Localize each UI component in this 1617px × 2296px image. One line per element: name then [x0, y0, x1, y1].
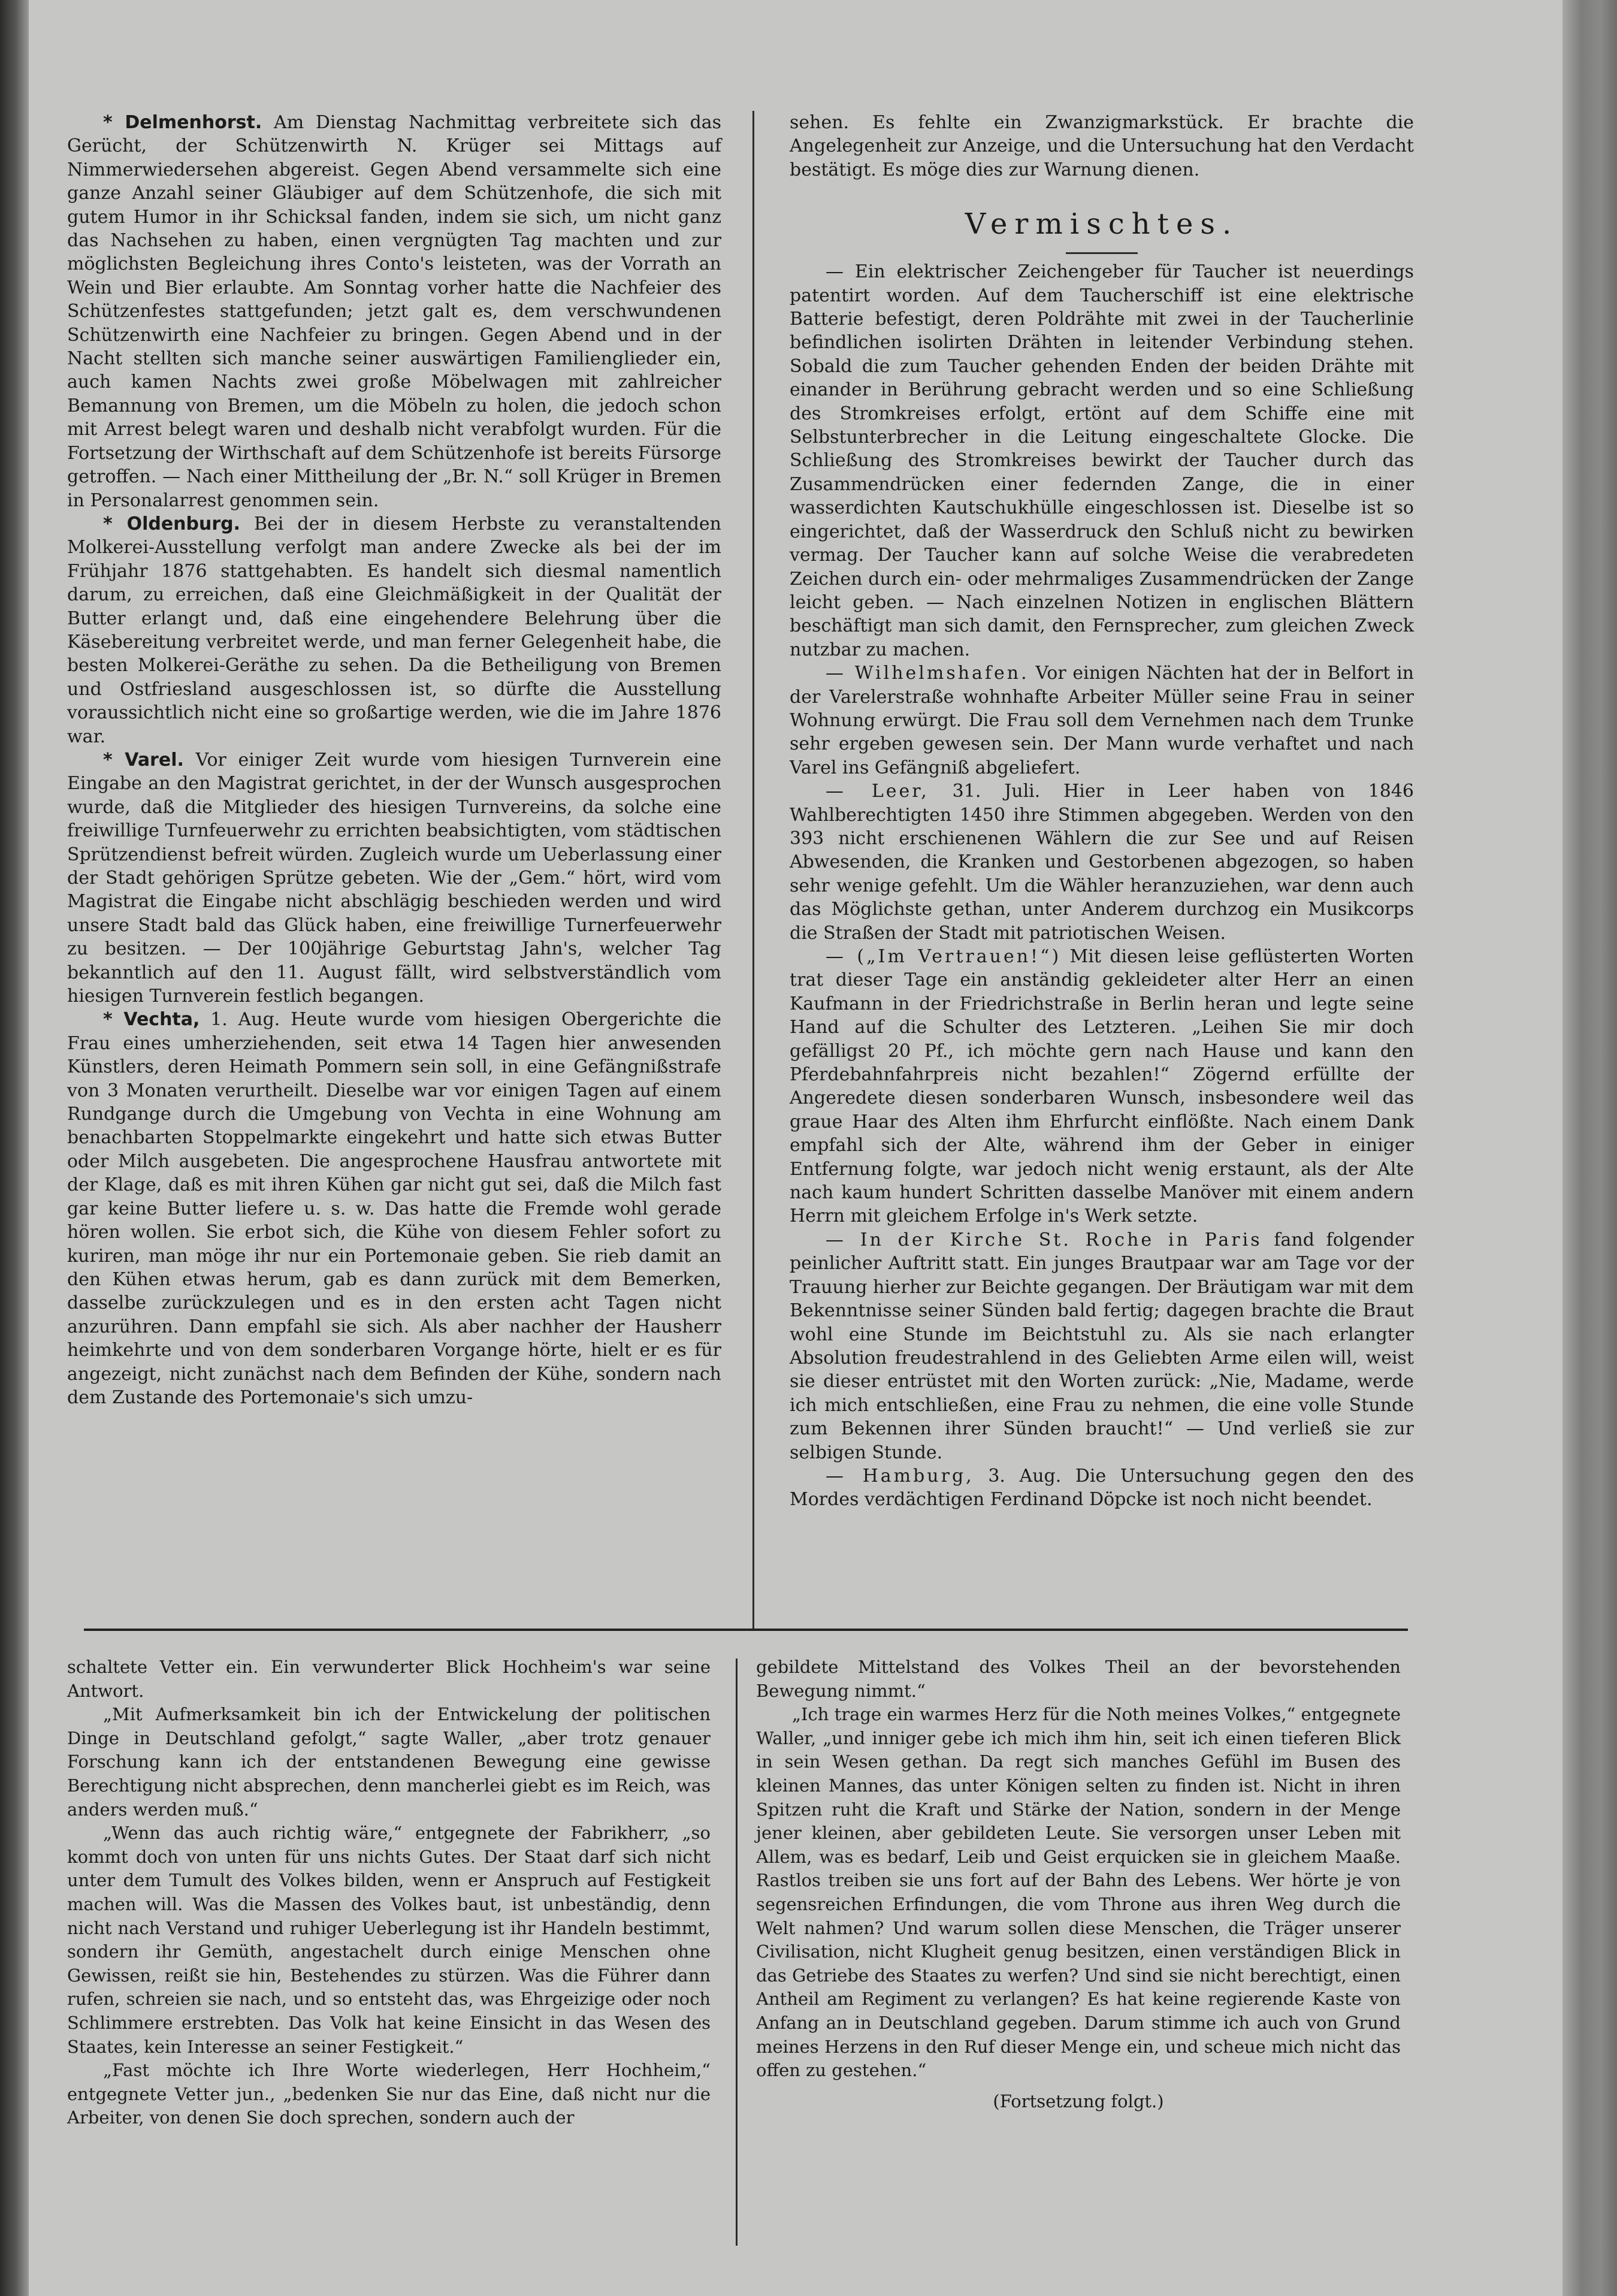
article-body: 3. Aug. Die Untersuchung gegen den des Mordes verdächtigen Ferdinand Döpcke ist noch nicht beendet.: [790, 1465, 1414, 1510]
column-divider: [752, 111, 754, 1630]
article-body: 31. Juli. Hier in Leer haben von 1846 Wahlberechtigten 1450 ihre Stimmen abgegeben. Werden von den 393 nicht erschienenen Wählern die zur See und auf Reisen Abwesenden, die Kranken und Gestorbenen abgezogen, so haben sehr wenige gefehlt. Um die Wähler heranzuziehen, war denn auch das Möglichste gethan, unter Anderem durchzog ein Musikcorps die Straßen der Stadt mit patriotischen Weisen.: [790, 781, 1414, 944]
article-body: fand folgender peinlicher Auftritt statt. Ein junges Brautpaar war am Tage vor der Trauung hierher zur Beichte gegangen. Der Bräutigam war mit dem Bekenntnisse seiner Sünden bald fertig; dagegen brachte die Braut wohl eine Stunde im Beichtstuhl zu. Als sie nach erlangter Absolution freudestrahlend in des Geliebten Arme eilen will, weist sie dieser entrüstet mit den Worten zurück: „Nie, Madame, werde ich mich entschließen, eine Frau zu nehmen, die eine volle Stunde zum Bekennen ihrer Sünden braucht!“ — Und verließ sie zur selbigen Stunde.: [790, 1229, 1414, 1463]
feuilleton-separator-rule: [84, 1629, 1408, 1631]
article-dateline: * Delmenhorst.: [103, 112, 262, 133]
feuilleton-left-column: [67, 1655, 711, 2130]
section-heading: Vermischtes.: [965, 207, 1239, 241]
story-paragraph: „Wenn das auch richtig wäre,“ entgegnete der Fabrikherr, „so kommt doch von unten für uns nichts Gutes. Der Staat darf sich nicht unter dem Tumult des Volkes bilden, wenn er Anspruch auf Festigkeit machen will. Was die Massen des Volkes baut, ist unbeständig, denn nicht nach Verstand und ruhiger Ueberlegung ist ihr Handeln bestimmt, sondern ihr Gemüth, angestachelt durch einige Menschen ohne Gewissen, reißt sie hin, Bestehendes zu stürzen. Was die Führer dann rufen, schreien sie nach, und so entsteht das, was Ehrgeizige oder noch Schlimmere erstrebten. Das Volk hat keine Einsicht in das Wesen des Staates, kein Interesse an seiner Festigkeit.“: [67, 1823, 711, 2057]
page-stack-edge: [1562, 0, 1617, 2296]
article-dateline: — Hamburg,: [826, 1465, 974, 1487]
article-dateline: — Wilhelmshafen.: [826, 663, 1029, 684]
story-paragraph: gebildete Mittelstand des Volkes Theil an der bevorstehenden Bewegung nimmt.“: [756, 1657, 1401, 1701]
local-news-column: [67, 111, 721, 1409]
article-item: [790, 661, 1414, 780]
article-dateline: * Oldenburg.: [103, 513, 241, 534]
article-body: Am Dienstag Nachmittag verbreitete sich das Gerücht, der Schützenwirth N. Krüger sei Mittags auf Nimmerwiedersehen abgereist. Gegen Abend versammelte sich eine ganze Anzahl seiner Gläubiger auf dem Schützenhofe, die sich mit gutem Humor in ihr Schicksal fanden, indem sie sich, um nicht ganz das Nachsehen zu haben, einen vergnügten Tag machten und zur möglichsten Begleichung ihres Conto's leisteten, was der Vorrath an Wein und Bier erlaubte. Am Sonntag vorher hatte die Nachfeier des Schützenfestes stattgefunden; jetzt galt es, dem verschwundenen Schützenwirth eine Nachfeier zu bringen. Gegen Abend und in der Nacht stellten sich manche seiner auswärtigen Familienglieder ein, auch kamen Nachts zwei große Möbelwagen mit zahlreicher Bemannung von Bremen, um die Möbeln zu holen, die jedoch schon mit Arrest belegt waren und deshalb nicht verabfolgt wurden. Für die Fortsetzung der Wirthschaft auf dem Schützenhofe ist bereits Fürsorge getroffen. — Nach einer Mittheilung der „Br. N.“ soll Krüger in Bremen in Personalarrest genommen sein.: [67, 112, 721, 511]
article-vechta: [67, 1008, 721, 1409]
article-dateline: — Leer,: [826, 781, 929, 802]
article-item: [790, 780, 1414, 945]
article-item: [790, 945, 1414, 1228]
article-dateline: * Vechta,: [103, 1009, 200, 1031]
article-dateline: — In der Kirche St. Roche in Paris: [826, 1229, 1262, 1250]
heading-rule: [1066, 252, 1138, 254]
continuation-note: (Fortsetzung folgt.): [993, 2090, 1164, 2111]
article-varel: [67, 748, 721, 1008]
article-body: — Ein elektrischer Zeichengeber für Taucher ist neuerdings patentirt worden. Auf dem Taucherschiff ist eine elektrische Batterie befestigt, deren Poldrähte mit zwei in der Taucherlinie befindlichen isolirten Drähten in leitender Verbindung stehen. Sobald die zum Taucher gehenden Enden der beiden Drähte mit einander in Berührung gebracht werden und so eine Schließung des Stromkreises erfolgt, ertönt auf dem Schiffe eine mit Selbstunterbrecher in die Leitung eingeschaltete Glocke. Die Schließung des Stromkreises bewirkt der Taucher durch das Zusammendrücken einer federnden Zange, die in einer wasserdichten Kautschukhülle eingeschlossen ist. Dieselbe ist so eingerichtet, daß der Wasserdruck den Schluß nicht zu bewirken vermag. Der Taucher kann auf solche Weise die verabredeten Zeichen durch ein- oder mehrmaliges Zusammendrücken der Zange leicht geben. — Nach einzelnen Notizen in englischen Blättern beschäftigt man sich damit, den Fernsprecher, zum gleichen Zweck nutzbar zu machen.: [790, 261, 1414, 660]
article-dateline: — („Im Vertrauen!“): [826, 946, 1062, 967]
feuilleton-column-divider: [736, 1658, 738, 2246]
story-paragraph: schaltete Vetter ein. Ein verwunderter Blick Hochheim's war seine Antwort.: [67, 1657, 711, 1701]
article-body: 1. Aug. Heute wurde vom hiesigen Obergerichte die Frau eines umherziehenden, seit etwa 14 Tagen hier anwesenden Künstlers, deren Heimath Pommern sein soll, in eine Gefängnißstrafe von 3 Monaten verurtheilt. Dieselbe war vor einigen Tagen auf einem Rundgange durch die Umgebung von Vechta in eine Wohnung am benachbarten Stoppelmarkte eingekehrt und hatte sich etwas Butter oder Milch ausgebeten. Die angesprochene Hausfrau antwortete mit der Klage, daß es mit ihren Kühen gar nicht gut sei, daß die Milch fast gar keine Butter liefere u. s. w. Das hatte die Fremde wohl gerade hören wollen. Sie erbot sich, die Kühe von diesem Fehler sofort zu kuriren, man möge ihr nur ein Portemonaie geben. Sie rieb damit an den Kühen etwas herum, gab es dann zurück mit dem Bemerken, dasselbe zurückzulegen und es in den ersten acht Tagen nicht anzurühren. Dann empfahl sie sich. Als aber nachher der Hausherr heimkehrte und von dem sonderbaren Vorgange hörte, hielt er es für angezeigt, nicht zunächst nach dem Befinden der Kühe, sondern nach dem Zustande des Portemonaie's sich umzu-: [67, 1009, 721, 1408]
story-paragraph: „Fast möchte ich Ihre Worte wiederlegen, Herr Hochheim,“ entgegnete Vetter jun., „bedenken Sie nur das Eine, daß nicht nur die Arbeiter, von denen Sie doch sprechen, sondern auch der: [67, 2060, 711, 2128]
article-item: [790, 1464, 1414, 1512]
page-gutter-shadow: [0, 0, 29, 2296]
article-continuation: sehen. Es fehlte ein Zwanzigmarkstück. Er brachte die Angelegenheit zur Anzeige, und die Untersuchung hat den Verdacht bestätigt. Es möge dies zur Warnung dienen.: [790, 112, 1414, 180]
story-paragraph: „Ich trage ein warmes Herz für die Noth meines Volkes,“ entgegnete Waller, „und inniger gebe ich mich ihm hin, seit ich einen tieferen Blick in sein Wesen gethan. Da regt sich manches Gefühl im Busen des kleinen Mannes, das unter Königen selten zu finden ist. Nicht in ihren Spitzen ruht die Kraft und Stärke der Nation, sondern in der Menge jener kleinen, aber gebildeten Leute. Sie versorgen unser Leben mit Allem, was es bedarf, Leib und Geist erquicken sie in gleichem Maaße. Rastlos treiben sie uns fort auf der Bahn des Lebens. Wer hörte je von segensreichen Erfindungen, die vom Throne aus ihren Weg durch die Welt nahmen? Und warum sollen diese Menschen, die Träger unserer Civilisation, nicht Klugheit genug besitzen, einen verständigen Blick in das Getriebe des Staates zu werfen? Und sind sie nicht berechtigt, einen Antheil am Regiment zu verlangen? Es hat keine regierende Kaste von Anfang an in Deutschland gegeben. Darum stimme ich auch von Grund meines Herzens in den Ruf dieser Menge ein, und scheue mich nicht das offen zu gestehen.“: [756, 1704, 1401, 2081]
article-oldenburg: [67, 512, 721, 748]
article-body: Mit diesen leise geflüsterten Worten trat dieser Tage ein anständig gekleideter alter Herr an einen Kaufmann in der Friedrichstraße in Berlin heran und legte seine Hand auf die Schulter des Letzteren. „Leihen Sie mir doch gefälligst 20 Pf., ich möchte gern nach Hause und kann den Pferdebahnfahrpreis nicht bezahlen!“ Zögernd erfüllte der Angeredete diesen sonderbaren Wunsch, insbesondere weil das graue Haar des Alten ihm Ehrfurcht einflößte. Nach einem Dank empfahl sich der Alte, während ihm der Geber in einiger Entfernung folgte, war jedoch nicht wenig erstaunt, als der Alte nach kaum hundert Schritten dasselbe Manöver mit einem andern Herrn mit gleichem Erfolge in's Werk setzte.: [790, 946, 1414, 1227]
article-delmenhorst: [67, 111, 721, 512]
miscellany-column: [790, 111, 1414, 1512]
article-dateline: * Varel.: [103, 749, 184, 771]
article-item: [790, 260, 1414, 661]
article-body: Vor einigen Nächten hat der in Belfort in der Varelerstraße wohnhafte Arbeiter Müller seine Frau in seiner Wohnung erwürgt. Die Frau soll dem Vernehmen nach dem Trunke sehr ergeben gewesen sein. Der Mann wurde verhaftet und nach Varel ins Gefängniß abgeliefert.: [790, 663, 1415, 778]
story-paragraph: „Mit Aufmerksamkeit bin ich der Entwickelung der politischen Dinge in Deutschland gefolgt,“ sagte Waller, „aber trotz genauer Forschung kann ich der entstandenen Bewegung eine gewisse Berechtigung nicht absprechen, denn mancherlei giebt es im Reich, was anders werden muß.“: [67, 1704, 711, 1820]
article-body: Vor einiger Zeit wurde vom hiesigen Turnverein eine Eingabe an den Magistrat gerichtet, in der der Wunsch ausgesprochen wurde, daß die Mitglieder des hiesigen Turnvereins, da solche eine freiwillige Turnfeuerwehr zu errichten beabsichtigten, vom städtischen Sprützendienst befreit würden. Zugleich wurde um Ueberlassung einer der Stadt gehörigen Sprütze gebeten. Wie der „Gem.“ hört, wird vom Magistrat die Eingabe nicht abschlägig beschieden werden und wird unsere Stadt bald das Glück haben, eine freiwillige Turnerfeuerwehr zu besitzen. — Der 100jährige Geburtstag Jahn's, welcher Tag bekanntlich auf den 11. August fällt, wird selbstverständlich vom hiesigen Turnverein festlich begangen.: [67, 749, 721, 1007]
feuilleton-right-column: [756, 1655, 1401, 2113]
article-item: [790, 1228, 1414, 1464]
article-body: Bei der in diesem Herbste zu veranstaltenden Molkerei-Ausstellung verfolgt man andere Zwecke als bei der im Frühjahr 1876 stattgehabten. Es handelt sich diesmal namentlich darum, zu erreichen, daß eine Gleichmäßigkeit in der Qualität der Butter erlangt und, daß eine eingehendere Belehrung über die Käsebereitung verbreitet werde, und man ferner Gelegenheit habe, die besten Molkerei-Geräthe zu sehen. Da die Betheiligung von Bremen und Ostfriesland ausgeschlossen ist, so dürfte die Ausstellung voraussichtlich nicht eine so großartige werden, wie die im Jahre 1876 war.: [67, 513, 721, 747]
